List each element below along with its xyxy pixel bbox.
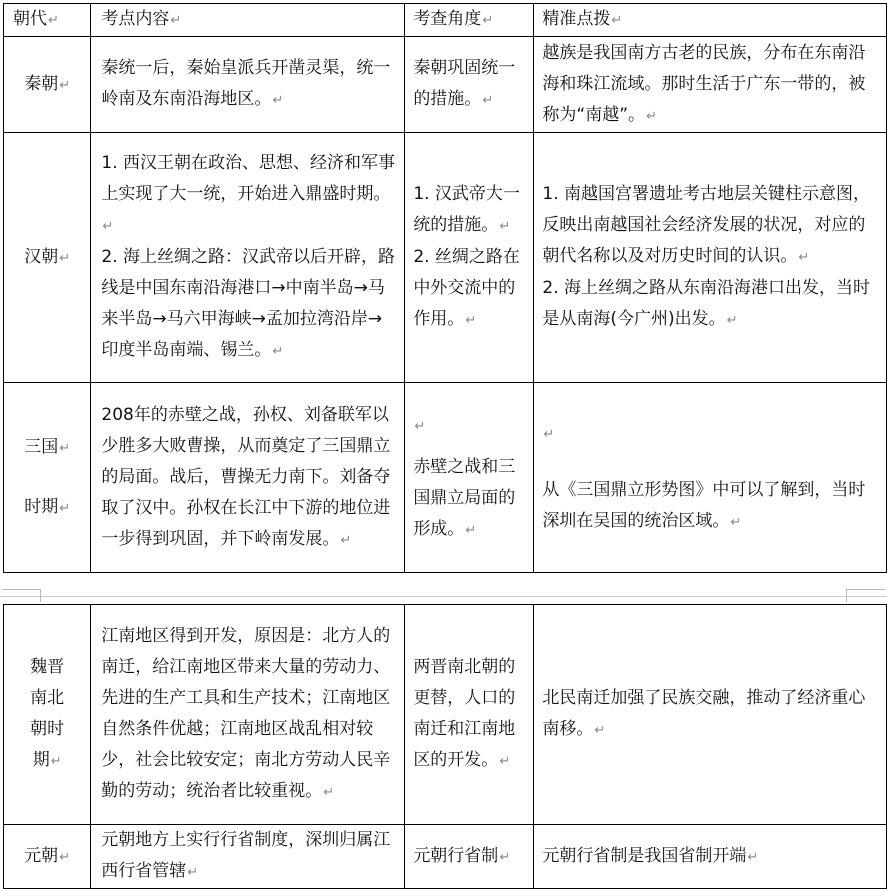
content-cell: 元朝地方上实行行省制度，深圳归属江西行省管辖↵ [91, 825, 405, 889]
page-corner-mark [2, 589, 41, 602]
page-break-line [0, 596, 887, 597]
tip-cell: 越族是我国南方古老的民族，分布在东南沿海和珠江流域。那时生活于广东一带的，被称为“南越”。↵ [534, 37, 887, 133]
angle-line: 1. 汉武帝大一统的措施。↵ [413, 184, 520, 235]
tip-cell: 北民南迁加强了民族交融，推动了经济重心南移。↵ [534, 605, 887, 825]
content-line: 1. 西汉王朝在政治、思想、经济和军事上实现了大一统，开始进入鼎盛时期。↵ [101, 153, 395, 234]
content-cell [91, 133, 405, 383]
content-cell: 秦统一后，秦始皇派兵开凿灵渠，统一岭南及东南沿海地区。↵ [91, 37, 405, 133]
angle-cell [405, 133, 534, 383]
table-row-wei-jin [4, 605, 887, 825]
angle-line: 2. 丝绸之路在中外交流中的作用。↵ [413, 247, 520, 329]
content-line: 2. 海上丝绸之路：汉武帝以后开辟，路线是中国东南沿海港口→中南半岛→马来半岛→马六甲海峡→孟加拉湾沿岸→印度半岛南端、锡兰。↵ [101, 247, 395, 360]
dynasty-cell: 三国↵ 时期↵ [4, 383, 91, 573]
table-row-qin [4, 37, 887, 133]
angle-cell: 两晋南北朝的更替，人口的南迁和江南地区的开发。↵ [405, 605, 534, 825]
tip-line: 1. 南越国宫署遗址考古地层关键柱示意图，反映出南越国社会经济发展的状况，对应的朝代名称以及对历史时间的认识。↵ [542, 184, 871, 266]
header-dynasty: 朝代↵ [4, 4, 91, 37]
dynasty-cell: 魏晋 南北 朝时 期↵ [4, 605, 91, 825]
tip-cell: 元朝行省制是我国省制开端↵ [534, 825, 887, 889]
header-content: 考点内容↵ [91, 4, 405, 37]
tip-line: 2. 海上丝绸之路从东南沿海港口出发，当时是从南海(今广州)出发。↵ [542, 278, 871, 329]
header-angle: 考查角度↵ [405, 4, 534, 37]
table-row-three-kingdoms [4, 383, 887, 573]
angle-cell: ↵ 赤壁之战和三国鼎立局面的形成。↵ [405, 383, 534, 573]
angle-cell: 元朝行省制↵ [405, 825, 534, 889]
dynasty-cell: 秦朝↵ [4, 37, 91, 133]
tip-cell: ↵ 从《三国鼎立形势图》中可以了解到，当时深圳在吴国的统治区域。↵ [534, 383, 887, 573]
history-table-page-2 [3, 604, 887, 889]
header-tip: 精准点拨↵ [534, 4, 887, 37]
table-row-han [4, 133, 887, 383]
content-cell: 208年的赤壁之战，孙权、刘备联军以少胜多大败曹操，从而奠定了三国鼎立的局面。战后，曹操无力南下。刘备夺取了汉中。孙权在长江中下游的地位进一步得到巩固，并下岭南发展。↵ [91, 383, 405, 573]
content-cell: 江南地区得到开发，原因是：北方人的南迁，给江南地区带来大量的劳动力、先进的生产工具和生产技术；江南地区自然条件优越；江南地区战乱相对较少，社会比较安定；南北方劳动人民辛勤的劳动；统治者比较重视。↵ [91, 605, 405, 825]
table-header-row [4, 4, 887, 37]
angle-cell: 秦朝巩固统一的措施。↵ [405, 37, 534, 133]
dynasty-cell: 元朝↵ [4, 825, 91, 889]
page-corner-mark [846, 589, 885, 602]
tip-cell [534, 133, 887, 383]
history-table-page-1 [3, 3, 887, 573]
table-row-yuan [4, 825, 887, 889]
dynasty-cell: 汉朝↵ [4, 133, 91, 383]
